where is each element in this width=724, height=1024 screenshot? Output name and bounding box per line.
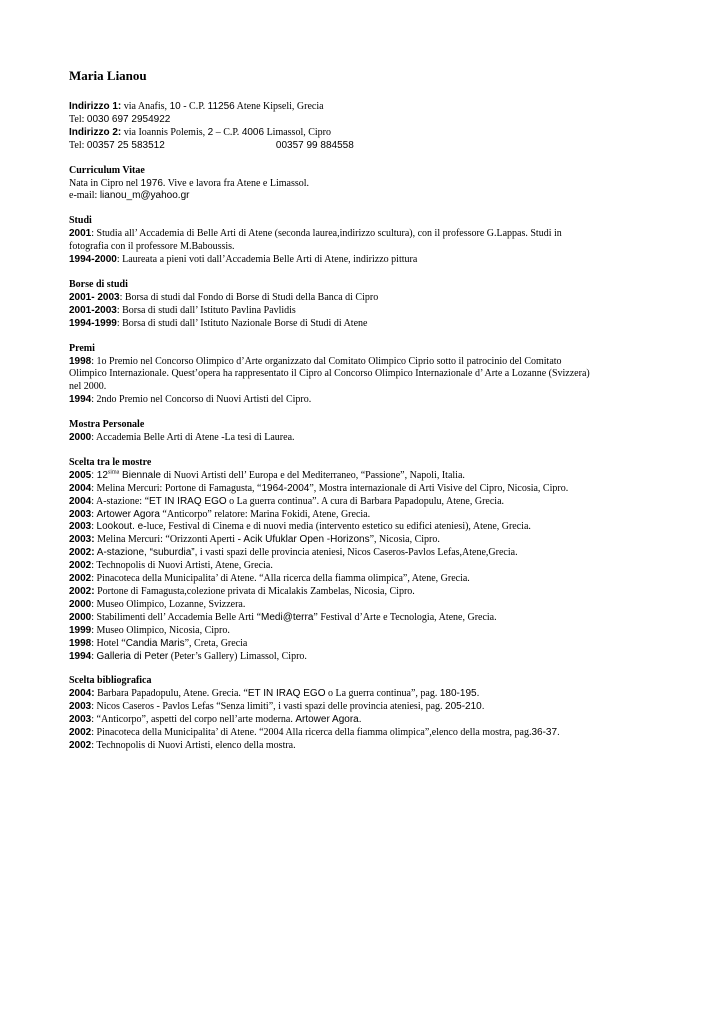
list-item: 2004: A-stazione: “ET IN IRAQ EGO o La guerra continua”. A cura di Barbara Papadopulu, Atene, Grecia. [69,495,505,507]
list-item: 2001-2003: Borsa di studi dall’ Istituto Pavlina Pavlidis [69,304,296,316]
telephone-2: Tel: 00357 25 583512 00357 99 884558 [69,139,354,151]
list-item: 1999: Museo Olimpico, Nicosia, Cipro. [69,624,230,636]
list-item: 1994-1999: Borsa di studi dall’ Istituto Nazionale Borse di Studi di Atene [69,317,368,329]
address-2: Indirizzo 2: via Ioannis Polemis, 2 – C.P. 4006 Limassol, Cipro [69,126,332,138]
section-heading: Scelta tra le mostre [69,456,152,468]
cv-section [69,165,669,204]
list-item: 2000: Accademia Belle Arti di Atene -La tesi di Laurea. [69,432,295,444]
list-item: 2002: Technopolis di Nuovi Artisti, Atene, Grecia. [69,560,273,572]
list-item: 2003: Nicos Caseros - Pavlos Lefas “Senza limiti”, i vasti spazi delle provincia ateniesi, pag. 205-210. [69,701,485,713]
section-heading: Scelta bibliografica [69,675,152,687]
list-item: 2004: Melina Mercuri: Portone di Famagusta, “1964-2004”, Mostra internazionale di Arti Visive del Cipro, Nicosia, Cipro. [69,482,569,494]
premi-section [69,343,669,408]
address-1: Indirizzo 1: via Anafis, 10 - C.P. 11256 Atene Kipseli, Grecia [69,101,324,112]
section-heading: Borse di studi [69,278,128,290]
list-item: 2005: $12^{sima}$ Biennale di Nuovi Artisti dell’ Europa e del Mediterraneo, “Passione”, Napoli, Italia. [69,469,465,481]
list-item: 2000: Museo Olimpico, Lozanne, Svizzera. [69,598,246,610]
email-link[interactable]: lianou_m@yahoo.gr [99,190,190,202]
cv-document [69,68,669,753]
contact-block [69,101,669,153]
list-item: nel 2000. [69,381,107,393]
mostre-section [69,457,669,664]
list-item: 2003: Artower Agora “Anticorpo” relatore: Marina Fokidi, Atene, Grecia. [69,508,371,520]
list-item: 2002: Portone di Famagusta,colezione privata di Micalakis Zambelas, Nicosia, Cipro. [69,586,415,597]
list-item: 2003: “Anticorpo”, aspetti del corpo nell’arte moderna. Artower Agora. [69,714,362,726]
list-item: 1994: 2ndo Premio nel Concorso di Nuovi Artisti del Cipro. [69,394,312,406]
list-item: 2000: Stabilimenti dell’ Accademia Belle Arti “Medi@terra” Festival d’Arte e Tecnologia, Atene, Grecia. [69,611,497,623]
email-line: e-mail: lianou_m@yahoo.gr [69,190,190,202]
list-item: Olimpico Internazionale. Quest’opera ha rappresentato il Cipro al Concorso Olimpico Internazionale d’ Arte a Lozanne (Svizzera) [69,368,590,380]
list-item: 2002: Pinacoteca della Municipalita’ di Atene. “Alla ricerca della fiamma olimpica”, Atene, Grecia. [69,573,470,585]
list-item: 1994: Galleria di Peter (Peter’s Gallery) Limassol, Cipro. [69,650,307,662]
section-heading: Premi [69,342,95,354]
biblio-section [69,675,669,752]
list-item: 2001- 2003: Borsa di studi dal Fondo di Borse di Studi della Banca di Cipro [69,291,379,303]
list-item: 1994-2000: Laureata a pieni voti dall’Accademia Belle Arti di Atene, indirizzo pittura [69,254,418,266]
list-item: 1998: Hotel “Candia Maris”, Creta, Grecia [69,637,248,649]
telephone-1: Tel: 0030 697 2954922 [69,113,171,125]
list-item: 2001: Studia all’ Accademia di Belle Arti di Atene (seconda laurea,indirizzo scultura), con il professore G.Lappas. Studi in [69,228,562,240]
section-heading: Studi [69,215,92,227]
list-item: 2002: Technopolis di Nuovi Artisti, elenco della mostra. [69,739,296,751]
list-item: 2002: A-stazione, “suburdia”, i vasti spazi delle provincia ateniesi, Nicos Caseros-Pavlos Lefas,Atene,Grecia. [69,547,518,559]
list-item: 2003: Lookout. e-luce, Festival di Cinema e di nuovi media (intervento estetico su edifici ateniesi), Atene, Grecia. [69,521,531,533]
birth-line: Nata in Cipro nel 1976. Vive e lavora fra Atene e Limassol. [69,177,310,189]
list-item: 2003: Melina Mercuri: “Orizzonti Aperti - Acik Ufuklar Open -Horizons”, Nicosia, Cipro. [69,534,440,546]
section-heading: Curriculum Vitae [69,164,145,176]
personale-section [69,419,669,445]
borse-section [69,279,669,331]
list-item: 2002: Pinacoteca della Municipalita’ di Atene. “2004 Alla ricerca della fiamma olimpica”,elenco della mostra, pag.36-37. [69,727,560,739]
studi-section [69,215,669,267]
list-item: fotografia con il professore M.Baboussis. [69,241,235,253]
list-item: 1998: 1o Premio nel Concorso Olimpico d’Arte organizzato dal Comitato Olimpico Ciprio sotto il patrocinio del Comitato [69,355,562,367]
person-name: Maria Lianou [69,68,147,83]
list-item: 2004: Barbara Papadopulu, Atene. Grecia. “ET IN IRAQ EGO o La guerra continua”, pag. 180-195. [69,688,480,700]
section-heading: Mostra Personale [69,419,145,431]
